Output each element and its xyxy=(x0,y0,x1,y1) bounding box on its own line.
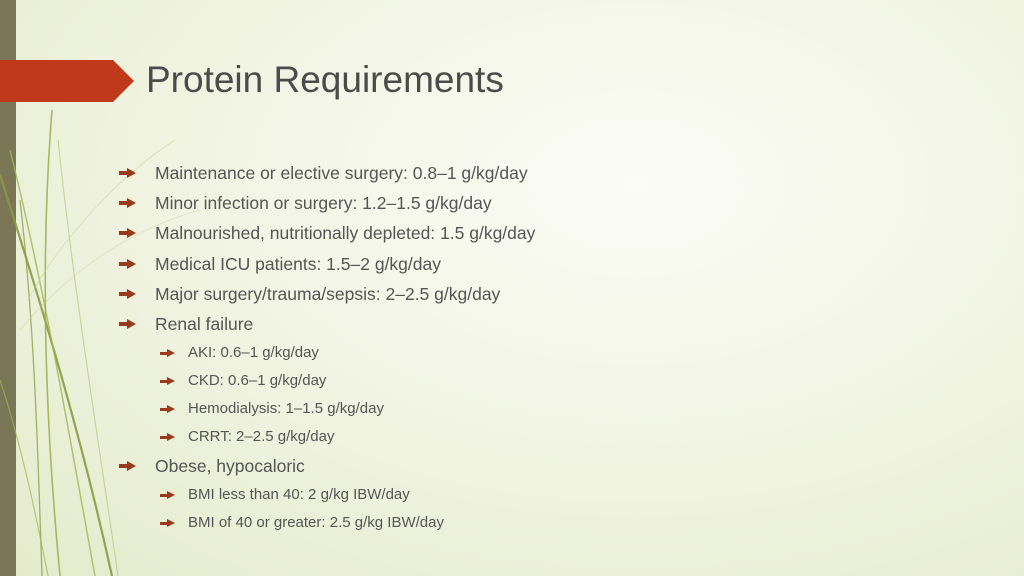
bullet-item-obese xyxy=(126,451,535,481)
bullet-arrow-icon xyxy=(127,461,136,471)
sub-bullet-arrow-icon xyxy=(167,377,175,385)
bullet-text: Maintenance or elective surgery: 0.8–1 g/kg/day xyxy=(155,163,528,183)
sub-bullet-text: AKI: 0.6–1 g/kg/day xyxy=(188,344,319,362)
bullet-arrow-icon xyxy=(127,228,136,238)
sub-bullet-item xyxy=(126,481,535,509)
bullet-arrow-icon xyxy=(127,289,136,299)
bullet-text: Major surgery/trauma/sepsis: 2–2.5 g/kg/day xyxy=(155,283,501,304)
sub-bullet-item xyxy=(126,395,535,423)
sub-bullet-arrow-icon xyxy=(167,349,175,357)
sub-bullet-item xyxy=(126,367,535,395)
bullet-item xyxy=(126,279,535,309)
sub-bullet-arrow-icon xyxy=(167,491,175,499)
sub-bullet-arrow-icon xyxy=(167,405,175,413)
slide-title: Protein Requirements xyxy=(146,59,504,100)
sub-bullet-text: CRRT: 2–2.5 g/kg/day xyxy=(188,428,335,446)
bullet-arrow-icon xyxy=(127,259,136,269)
title-arrow-shape xyxy=(0,60,134,102)
sub-bullet-text: BMI of 40 or greater: 2.5 g/kg IBW/day xyxy=(188,514,444,532)
bullet-item xyxy=(126,249,535,279)
sub-bullet-text: Hemodialysis: 1–1.5 g/kg/day xyxy=(188,400,384,418)
sub-bullet-arrow-icon xyxy=(167,519,175,527)
bullet-list xyxy=(126,158,535,537)
sub-bullet-text: CKD: 0.6–1 g/kg/day xyxy=(188,372,327,390)
bullet-text: Renal failure xyxy=(155,314,254,335)
bullet-arrow-icon xyxy=(127,168,136,178)
bullet-item xyxy=(126,218,535,248)
sub-bullet-arrow-icon xyxy=(167,433,175,441)
bullet-item xyxy=(126,188,535,218)
bullet-text: Malnourished, nutritionally depleted: 1.5 g/kg/day xyxy=(155,223,536,244)
bullet-item xyxy=(126,158,535,188)
sub-bullet-text: BMI less than 40: 2 g/kg IBW/day xyxy=(188,486,410,504)
sub-bullet-item xyxy=(126,423,535,451)
sub-bullet-item xyxy=(126,339,535,367)
bullet-arrow-icon xyxy=(127,319,136,329)
bullet-text: Obese, hypocaloric xyxy=(155,456,305,477)
bullet-text: Medical ICU patients: 1.5–2 g/kg/day xyxy=(155,253,441,274)
bullet-item-renal-failure xyxy=(126,309,535,339)
title-arrow-polygon xyxy=(0,60,134,102)
sub-bullet-item xyxy=(126,509,535,537)
bullet-text: Minor infection or surgery: 1.2–1.5 g/kg/day xyxy=(155,193,492,214)
bullet-arrow-icon xyxy=(127,198,136,208)
